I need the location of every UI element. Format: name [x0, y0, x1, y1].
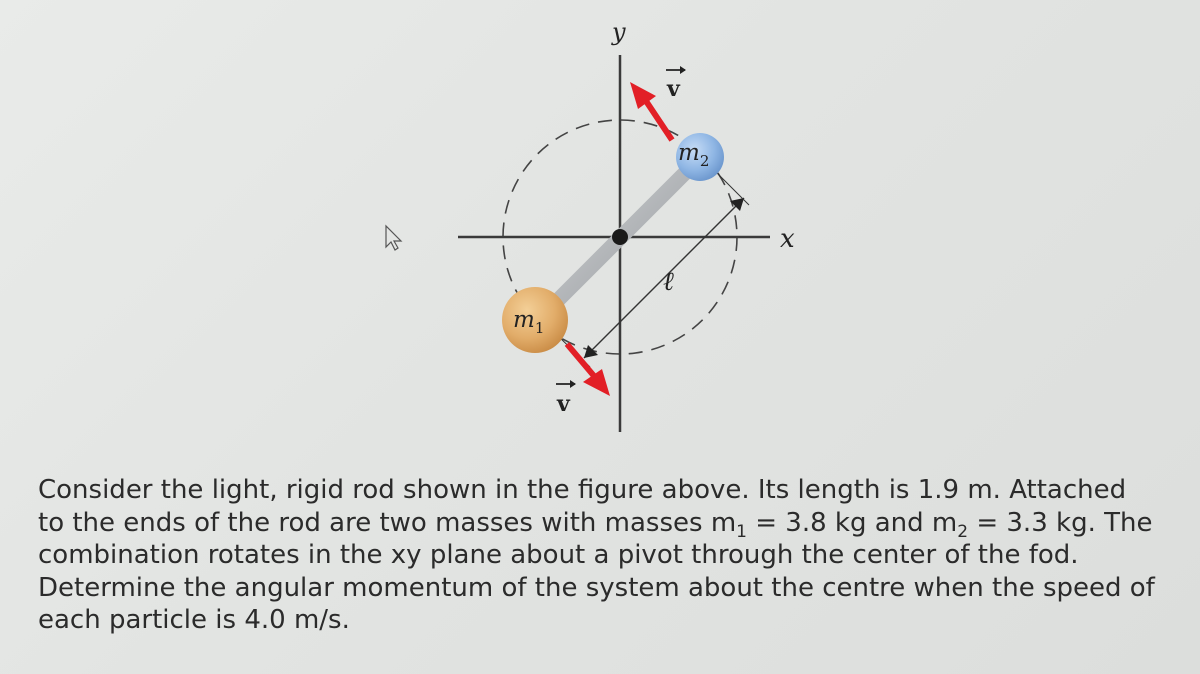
y-axis-label: y	[612, 18, 626, 46]
velocity-label-bottom	[556, 380, 576, 417]
problem-line-1: Consider the light, rigid rod shown in the figure above. Its length is 1.9 m. Attached	[38, 475, 1127, 505]
svg-text:v: v	[557, 391, 570, 417]
problem-line-3: combination rotates in the xy plane about a pivot through the center of the fod.	[38, 540, 1079, 570]
problem-line-4: Determine the angular momentum of the system about the centre when the speed of	[38, 572, 1155, 603]
velocity-arrow-m2	[646, 101, 672, 140]
problem-line-2: to the ends of the rod are two masses with masses $m_1 = 3.8$ kg and $m_2 = 3.3$ kg. The	[38, 507, 1153, 542]
svg-text:v: v	[667, 76, 680, 102]
mass1-label: $m_1$	[513, 307, 545, 337]
length-label: ℓ	[663, 267, 674, 297]
x-axis-label: x	[780, 224, 795, 254]
velocity-arrowhead-m1	[583, 369, 610, 396]
problem-line-5: each particle is 4.0 m/s.	[38, 605, 350, 635]
length-extension-top	[716, 172, 749, 205]
cursor-icon	[386, 226, 401, 250]
pivot-point	[612, 229, 628, 245]
problem-statement	[38, 474, 1188, 637]
mass2-label: $m_2$	[678, 140, 710, 170]
velocity-label-top	[666, 66, 686, 102]
